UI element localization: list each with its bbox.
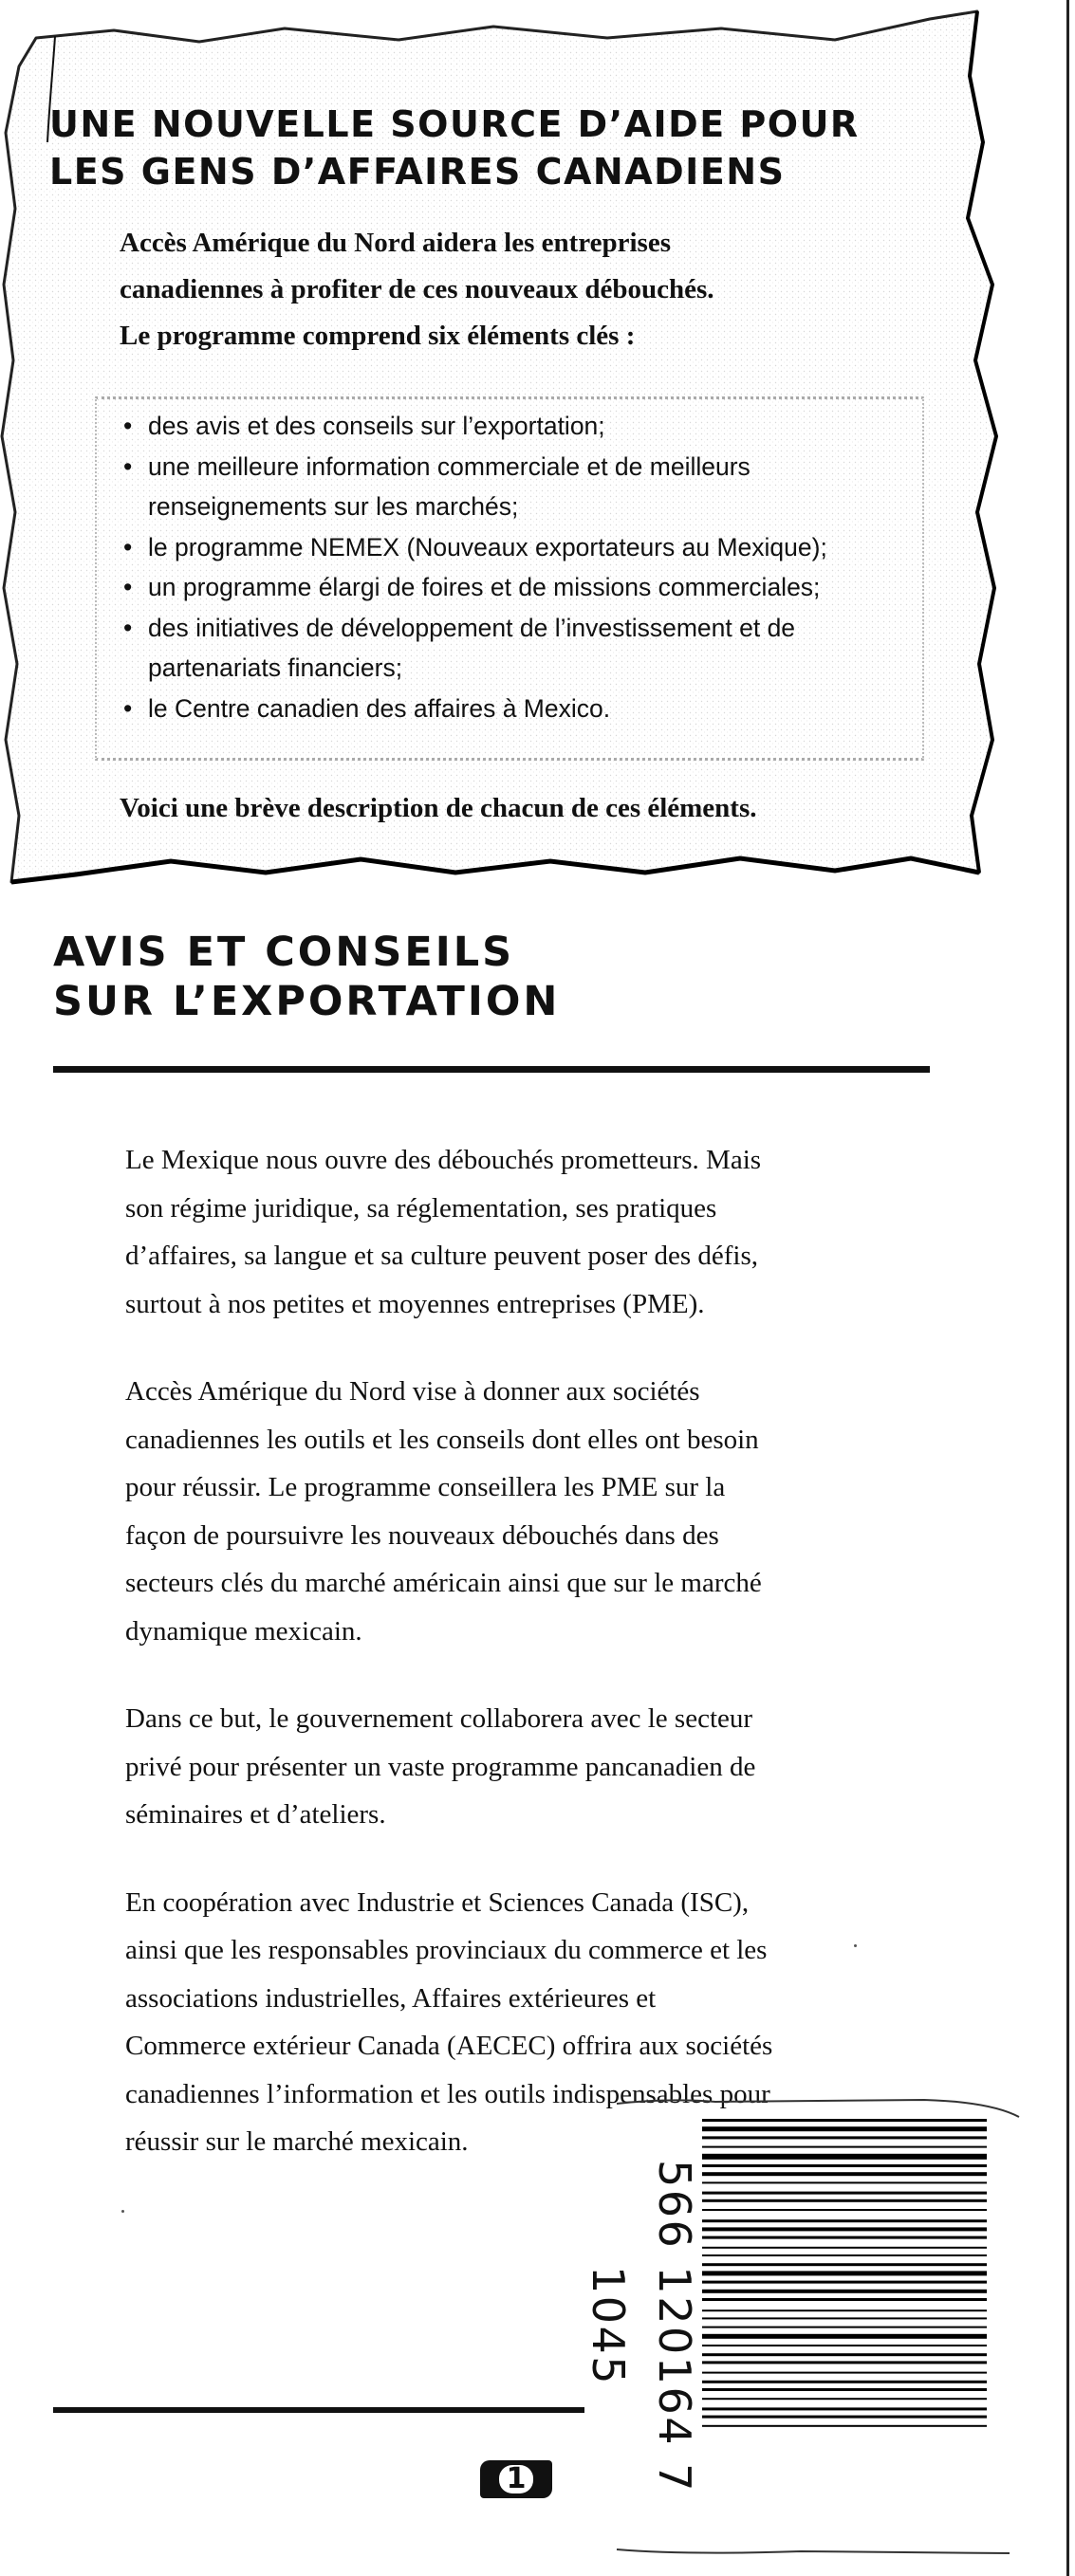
text-line: réussir sur le marché mexicain. bbox=[125, 2126, 469, 2157]
callout-intro-line-1: Accès Amérique du Nord aidera les entreprises bbox=[120, 228, 671, 258]
barcode-bar bbox=[702, 2247, 987, 2249]
barcode-bar bbox=[702, 2199, 987, 2202]
text-line: canadiennes les outils et les conseils dont elles ont besoin bbox=[125, 1424, 759, 1455]
section-heading bbox=[53, 928, 907, 1026]
list-item: • des avis et des conseils sur l’exportation; bbox=[123, 406, 901, 447]
barcode-bar bbox=[702, 2334, 987, 2339]
callout-intro-line-2: canadiennes à profiter de ces nouveaux débouchés. bbox=[120, 274, 714, 304]
text-line: ainsi que les responsables provinciaux du commerce et les bbox=[125, 1935, 768, 1965]
barcode-bar bbox=[702, 2227, 987, 2231]
barcode-bar bbox=[702, 2219, 987, 2222]
paragraph bbox=[125, 1368, 941, 1655]
barcode-bar bbox=[702, 2119, 987, 2122]
footer-divider bbox=[53, 2407, 584, 2413]
text-line: pour réussir. Le programme conseillera les PME sur la bbox=[125, 1472, 726, 1502]
list-item: • le programme NEMEX (Nouveaux exportateurs au Mexique); bbox=[123, 527, 901, 568]
barcode-bar bbox=[702, 2388, 987, 2391]
barcode-bar bbox=[702, 2263, 987, 2266]
barcode-bar bbox=[702, 2154, 987, 2160]
text-line: façon de poursuivre les nouveaux débouchés dans des bbox=[125, 1519, 719, 1551]
callout-title-line-1: UNE NOUVELLE SOURCE D’AIDE POUR bbox=[49, 103, 860, 145]
text-line: Accès Amérique du Nord vise à donner aux sociétés bbox=[125, 1376, 700, 1407]
page-number-badge bbox=[480, 2460, 552, 2498]
barcode-bar bbox=[702, 2317, 987, 2319]
text-line: canadiennes l’information et les outils indispensables pour bbox=[125, 2078, 770, 2109]
barcode-bar bbox=[702, 2209, 987, 2211]
text-line: séminaires et d’ateliers. bbox=[125, 1799, 386, 1830]
barcode-bar bbox=[702, 2290, 987, 2293]
text-line: Commerce extérieur Canada (AECEC) offrira aux sociétés bbox=[125, 2031, 773, 2061]
barcode-bar bbox=[702, 2136, 987, 2139]
text-line: d’affaires, sa langue et sa culture peuvent poser des défis, bbox=[125, 1241, 759, 1271]
barcode-bar bbox=[702, 2416, 987, 2419]
scan-speck bbox=[121, 2210, 124, 2213]
barcode-bar bbox=[702, 2254, 987, 2256]
section-heading-line-1: AVIS ET CONSEILS bbox=[53, 929, 515, 976]
barcode-bar bbox=[702, 2181, 987, 2183]
body-text bbox=[125, 1136, 941, 2206]
barcode-bar bbox=[702, 2398, 987, 2400]
barcode-bar bbox=[702, 2164, 987, 2167]
barcode-bar bbox=[702, 2309, 987, 2311]
barcode-bar bbox=[702, 2407, 987, 2410]
text-line: Dans ce but, le gouvernement collaborera avec le secteur bbox=[125, 1703, 753, 1734]
list-item: • une meilleure information commerciale et de meilleurs renseignements sur les marchés; bbox=[123, 447, 901, 527]
barcode-bar bbox=[702, 2361, 987, 2364]
barcode-bar bbox=[702, 2327, 987, 2328]
barcode-bar bbox=[702, 2271, 987, 2275]
paragraph bbox=[125, 1695, 941, 1839]
paragraph bbox=[125, 1136, 941, 1328]
barcode-bar bbox=[702, 2381, 987, 2383]
barcode-bar bbox=[702, 2192, 987, 2195]
scan-edge-line bbox=[1066, 0, 1069, 2576]
text-line: dynamique mexicain. bbox=[125, 1615, 362, 1647]
list-item: • des initiatives de développement de l’investissement et de partenariats financiers; bbox=[123, 608, 901, 689]
barcode-bar bbox=[702, 2236, 987, 2239]
callout-intro bbox=[120, 220, 936, 359]
text-line: son régime juridique, sa réglementation, ses pratiques bbox=[125, 1192, 717, 1224]
barcode-digits: 566 120164 7 1045 bbox=[583, 2160, 700, 2493]
barcode-bar bbox=[702, 2298, 987, 2301]
text-line: En coopération avec Industrie et Sciences Canada (ISC), bbox=[125, 1886, 750, 1918]
text-line: Le Mexique nous ouvre des débouchés prometteurs. Mais bbox=[125, 1145, 762, 1175]
barcode-bar bbox=[702, 2281, 987, 2284]
page-number: 1 bbox=[499, 2465, 534, 2493]
barcode-bar bbox=[702, 2425, 987, 2427]
text-line: surtout à nos petites et moyennes entreprises (PME). bbox=[125, 1288, 705, 1319]
key-elements-list bbox=[123, 406, 901, 728]
list-item: • un programme élargi de foires et de missions commerciales; bbox=[123, 567, 901, 608]
callout-outro: Voici une brève description de chacun de ces éléments. bbox=[120, 793, 757, 823]
callout-title bbox=[49, 101, 998, 195]
list-item: • le Centre canadien des affaires à Mexico. bbox=[123, 689, 901, 729]
barcode-bar bbox=[702, 2345, 987, 2346]
barcode-bar bbox=[702, 2353, 987, 2356]
text-line: privé pour présenter un vaste programme pancanadien de bbox=[125, 1751, 756, 1782]
callout-title-line-2: LES GENS D’AFFAIRES CANADIENS bbox=[49, 151, 786, 193]
barcode-bar bbox=[702, 2372, 987, 2374]
scan-speck bbox=[854, 1944, 857, 1947]
barcode-bar bbox=[702, 2172, 987, 2176]
barcode-bar bbox=[702, 2146, 987, 2148]
text-line: associations industrielles, Affaires extérieures et bbox=[125, 1982, 657, 2014]
barcode-bar bbox=[702, 2126, 987, 2131]
section-heading-line-2: SUR L’EXPORTATION bbox=[53, 978, 561, 1025]
callout-intro-line-3: Le programme comprend six éléments clés : bbox=[120, 321, 636, 351]
text-line: secteurs clés du marché américain ainsi que sur le marché bbox=[125, 1568, 762, 1598]
section-divider bbox=[53, 1066, 930, 1073]
